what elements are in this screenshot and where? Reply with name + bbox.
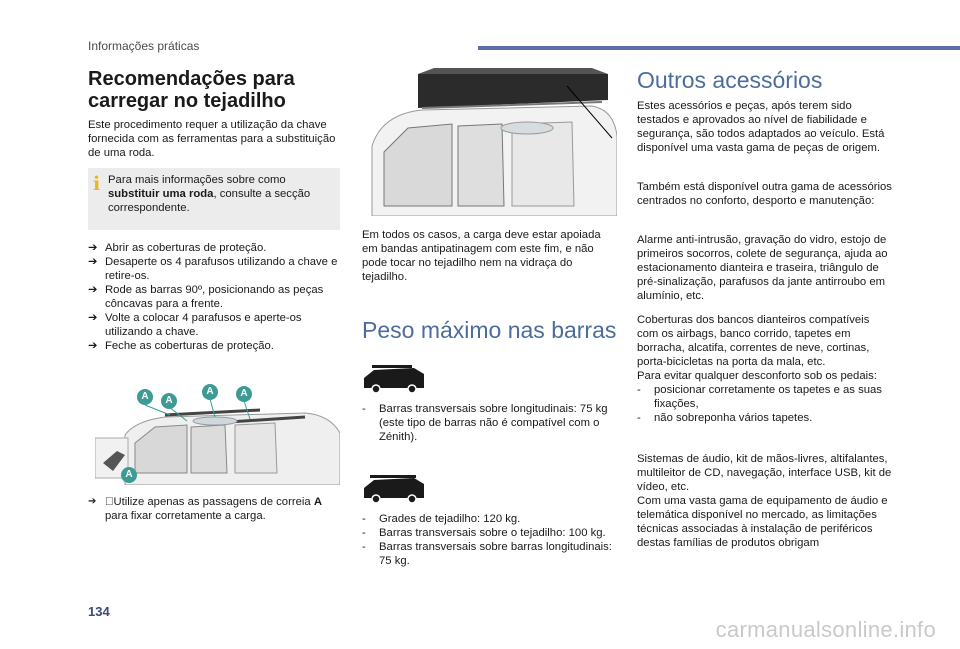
strap-note-post: para fixar corretamente a carga. bbox=[105, 510, 266, 522]
pedal-tip-item-text: não sobreponha vários tapetes. bbox=[654, 412, 813, 424]
van-silhouette-icon bbox=[362, 364, 426, 394]
list-marker: - bbox=[362, 513, 366, 525]
group2-list bbox=[362, 512, 617, 568]
header-rule bbox=[478, 46, 960, 50]
list-marker: - bbox=[637, 384, 641, 396]
roof-load-illustration bbox=[362, 66, 617, 216]
van-silhouette-icon-2 bbox=[362, 474, 426, 504]
list-marker: - bbox=[362, 541, 366, 553]
weight-item bbox=[362, 526, 617, 540]
callout-a-2: A bbox=[161, 393, 177, 409]
weight-item bbox=[362, 512, 617, 526]
list-marker: ➔ bbox=[88, 284, 98, 296]
accessories-p4-text: Coberturas dos bancos dianteiros compatíveis com os airbags, banco corrido, tapetes em borracha, alcatifa, correntes de neve, cortinas, porta-bicicletas na porta da mala, etc. bbox=[637, 314, 870, 368]
info-icon: i bbox=[93, 173, 101, 195]
info-text-post: , consulte a secção correspondente. bbox=[108, 188, 311, 214]
title-line-1: Recomendações para bbox=[88, 68, 295, 90]
weight-item-text: Grades de tejadilho: 120 kg. bbox=[379, 513, 521, 525]
watermark: carmanualsonline.info bbox=[715, 617, 936, 642]
step-item-text: Abrir as coberturas de proteção. bbox=[105, 242, 267, 254]
list-marker: - bbox=[637, 412, 641, 424]
group1-list bbox=[362, 402, 617, 444]
step-item-text: Feche as coberturas de proteção. bbox=[105, 340, 274, 352]
accessories-p5 bbox=[637, 452, 893, 550]
weight-item bbox=[362, 402, 617, 444]
pedal-tip-item bbox=[637, 411, 893, 425]
step-item bbox=[88, 311, 340, 339]
callout-a-5: A bbox=[121, 467, 137, 483]
page-number: 134 bbox=[88, 604, 110, 619]
list-marker: ➔ bbox=[88, 242, 98, 254]
load-caption: Em todos os casos, a carga deve estar apoiada em bandas antipatinagem com este fim, e não pode tocar no tejadilho nem na vidraça do tejadilho. bbox=[362, 229, 601, 283]
accessories-p3: Alarme anti-intrusão, gravação do vidro, estojo de primeiros socorros, colete de segurança, ajuda ao estacionamento dianteira e traseira, triângulo de pré-sinalização, parafusos da jante antirroubo em alumínio, etc. bbox=[637, 234, 888, 302]
weight-item-text: Barras transversais sobre o tejadilho: 100 kg. bbox=[379, 527, 606, 539]
info-text-pre: Para mais informações sobre como bbox=[108, 174, 286, 186]
weight-item bbox=[362, 540, 617, 568]
list-marker: ➔ bbox=[88, 340, 98, 352]
list-marker: - bbox=[362, 527, 366, 539]
info-text-link: substituir uma roda bbox=[108, 188, 214, 200]
callout-a-4: A bbox=[236, 386, 252, 402]
section-header: Informações práticas bbox=[88, 39, 200, 53]
accessories-p4-pedals: Para evitar qualquer desconforto sob os pedais: bbox=[637, 370, 877, 382]
accessories-p1: Estes acessórios e peças, após terem sido testados e aprovados ao nível de fiabilidade e segurança, são todos adaptados ao veículo. Está disponível uma vasta gama de peças de origem. bbox=[637, 100, 885, 154]
step-item-text: Rode as barras 90º, posicionando as peças côncavas para a frente. bbox=[105, 284, 324, 310]
callout-a-3: A bbox=[202, 384, 218, 400]
step-item-text: Desaperte os 4 parafusos utilizando a chave e retire-os. bbox=[105, 256, 338, 282]
van-icon-2 bbox=[362, 474, 426, 504]
section-title-roof-loading bbox=[88, 68, 340, 112]
van-icon-1 bbox=[362, 364, 426, 394]
accessories-p4 bbox=[637, 313, 893, 425]
roof-load-image bbox=[362, 66, 617, 216]
intro-paragraph: Este procedimento requer a utilização da chave fornecida com as ferramentas para a substituição de uma roda. bbox=[88, 119, 336, 159]
callout-a-1: A bbox=[137, 389, 153, 405]
section-title-max-weight: Peso máximo nas barras bbox=[362, 317, 617, 343]
info-box bbox=[88, 168, 340, 230]
accessories-p2: Também está disponível outra gama de acessórios centrados no conforto, desporto e manutenção: bbox=[637, 181, 892, 207]
bullet-icon: ➔ bbox=[88, 496, 97, 507]
list-marker: - bbox=[362, 403, 366, 415]
roof-bars-illustration bbox=[95, 383, 340, 485]
info-text bbox=[108, 173, 333, 215]
list-marker: ➔ bbox=[88, 312, 98, 324]
accessories-p6-text: Com uma vasta gama de equipamento de áudio e telemática disponível no mercado, as limitações técnicas associadas à instalação de periféricos destas famílias de produtos obrigam bbox=[637, 495, 888, 549]
strap-note bbox=[88, 495, 340, 523]
accessories-p5-text: Sistemas de áudio, kit de mãos-livres, altifalantes, multileitor de CD, navegação, interface USB, kit de vídeo, etc. bbox=[637, 453, 892, 493]
strap-note-bold: A bbox=[313, 496, 322, 508]
step-item bbox=[88, 241, 340, 255]
step-item bbox=[88, 339, 340, 353]
list-marker: ➔ bbox=[88, 256, 98, 268]
pedal-tip-item bbox=[637, 383, 893, 411]
pedal-tip-item-text: posicionar corretamente os tapetes e as suas fixações, bbox=[654, 384, 882, 410]
weight-item-text: Barras transversais sobre longitudinais: 75 kg (este tipo de barras não é compatível com o Zénith). bbox=[379, 403, 608, 443]
steps-list bbox=[88, 241, 340, 353]
strap-note-pre: Utilize apenas as passagens de correia bbox=[113, 496, 314, 508]
section-title-other-accessories: Outros acessórios bbox=[637, 67, 823, 93]
weight-item-text: Barras transversais sobre barras longitudinais: 75 kg. bbox=[379, 541, 612, 567]
title-line-2: carregar no tejadilho bbox=[88, 90, 286, 112]
step-item bbox=[88, 255, 340, 283]
step-item-text: Volte a colocar 4 parafusos e aperte-os utilizando a chave. bbox=[105, 312, 302, 338]
step-item bbox=[88, 283, 340, 311]
